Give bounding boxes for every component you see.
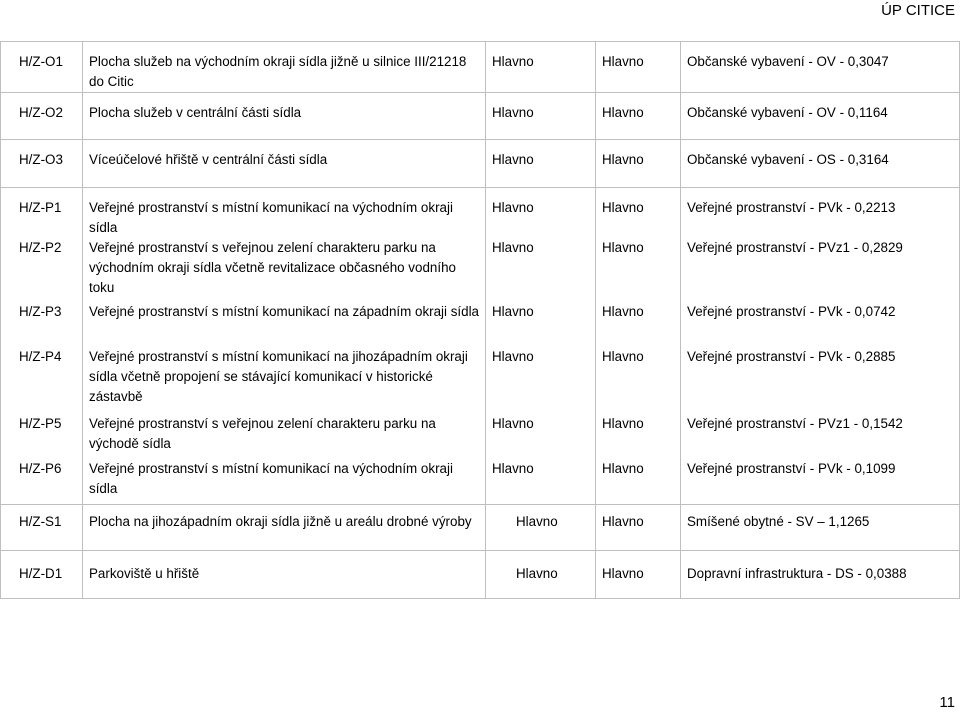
row-description: Veřejné prostranství s místní komunikací na východním okraji sídla <box>83 188 486 239</box>
row-municipality: Hlavno <box>596 42 681 93</box>
row-municipality: Hlavno <box>596 414 681 459</box>
table-row <box>1 414 960 459</box>
row-description: Veřejné prostranství s veřejnou zelení charakteru parku na východním okraji sídla včetně revitalizace občasného vodního toku <box>83 238 486 302</box>
row-code: H/Z-S1 <box>1 504 83 550</box>
row-description: Plocha služeb na východním okraji sídla jižně u silnice III/21218 do Citic <box>83 42 486 93</box>
page-number: 11 <box>939 694 955 711</box>
row-municipality: Hlavno <box>596 238 681 302</box>
row-municipality: Hlavno <box>596 459 681 504</box>
row-municipality: Hlavno <box>596 140 681 188</box>
row-use: Veřejné prostranství - PVz1 - 0,1542 <box>681 414 960 459</box>
row-description: Víceúčelové hřiště v centrální části sídla <box>83 140 486 188</box>
row-code: H/Z-D1 <box>1 550 83 598</box>
table-row <box>1 42 960 93</box>
row-municipality: Hlavno <box>596 93 681 140</box>
row-cadastre: Hlavno <box>486 140 596 188</box>
table-row <box>1 188 960 239</box>
row-municipality: Hlavno <box>596 188 681 239</box>
row-municipality: Hlavno <box>596 302 681 347</box>
row-code: H/Z-P3 <box>1 302 83 347</box>
row-code: H/Z-O2 <box>1 93 83 140</box>
row-cadastre: Hlavno <box>486 238 596 302</box>
row-code: H/Z-P4 <box>1 347 83 414</box>
row-description: Veřejné prostranství s veřejnou zelení charakteru parku na východě sídla <box>83 414 486 459</box>
row-use: Veřejné prostranství - PVz1 - 0,2829 <box>681 238 960 302</box>
row-description: Veřejné prostranství s místní komunikací na západním okraji sídla <box>83 302 486 347</box>
row-municipality: Hlavno <box>596 504 681 550</box>
row-description: Veřejné prostranství s místní komunikací na východním okraji sídla <box>83 459 486 504</box>
row-cadastre: Hlavno <box>486 550 596 598</box>
table-row <box>1 347 960 414</box>
row-description: Veřejné prostranství s místní komunikací na jihozápadním okraji sídla včetně propojení se stávající komunikací v historické zástavbě <box>83 347 486 414</box>
row-use: Občanské vybavení - OV - 0,3047 <box>681 42 960 93</box>
document-header-title: ÚP CITICE <box>881 2 955 19</box>
table-row <box>1 93 960 140</box>
table-row <box>1 459 960 504</box>
row-use: Smíšené obytné - SV – 1,1265 <box>681 504 960 550</box>
row-description: Plocha na jihozápadním okraji sídla jižně u areálu drobné výroby <box>83 504 486 550</box>
row-cadastre: Hlavno <box>486 504 596 550</box>
row-code: H/Z-P5 <box>1 414 83 459</box>
row-use: Veřejné prostranství - PVk - 0,2213 <box>681 188 960 239</box>
table-row <box>1 550 960 598</box>
row-code: H/Z-P6 <box>1 459 83 504</box>
row-cadastre: Hlavno <box>486 42 596 93</box>
row-cadastre: Hlavno <box>486 347 596 414</box>
table-row <box>1 302 960 347</box>
row-code: H/Z-P1 <box>1 188 83 239</box>
row-code: H/Z-P2 <box>1 238 83 302</box>
table-row <box>1 238 960 302</box>
areas-table <box>0 41 960 599</box>
row-cadastre: Hlavno <box>486 188 596 239</box>
row-cadastre: Hlavno <box>486 414 596 459</box>
row-cadastre: Hlavno <box>486 302 596 347</box>
row-code: H/Z-O3 <box>1 140 83 188</box>
row-use: Dopravní infrastruktura - DS - 0,0388 <box>681 550 960 598</box>
row-use: Veřejné prostranství - PVk - 0,0742 <box>681 302 960 347</box>
table-row <box>1 504 960 550</box>
row-use: Občanské vybavení - OV - 0,1164 <box>681 93 960 140</box>
row-description: Plocha služeb v centrální části sídla <box>83 93 486 140</box>
row-description: Parkoviště u hřiště <box>83 550 486 598</box>
row-cadastre: Hlavno <box>486 459 596 504</box>
row-use: Veřejné prostranství - PVk - 0,1099 <box>681 459 960 504</box>
row-use: Veřejné prostranství - PVk - 0,2885 <box>681 347 960 414</box>
row-municipality: Hlavno <box>596 550 681 598</box>
row-municipality: Hlavno <box>596 347 681 414</box>
table-row <box>1 140 960 188</box>
row-code: H/Z-O1 <box>1 42 83 93</box>
row-cadastre: Hlavno <box>486 93 596 140</box>
row-use: Občanské vybavení - OS - 0,3164 <box>681 140 960 188</box>
